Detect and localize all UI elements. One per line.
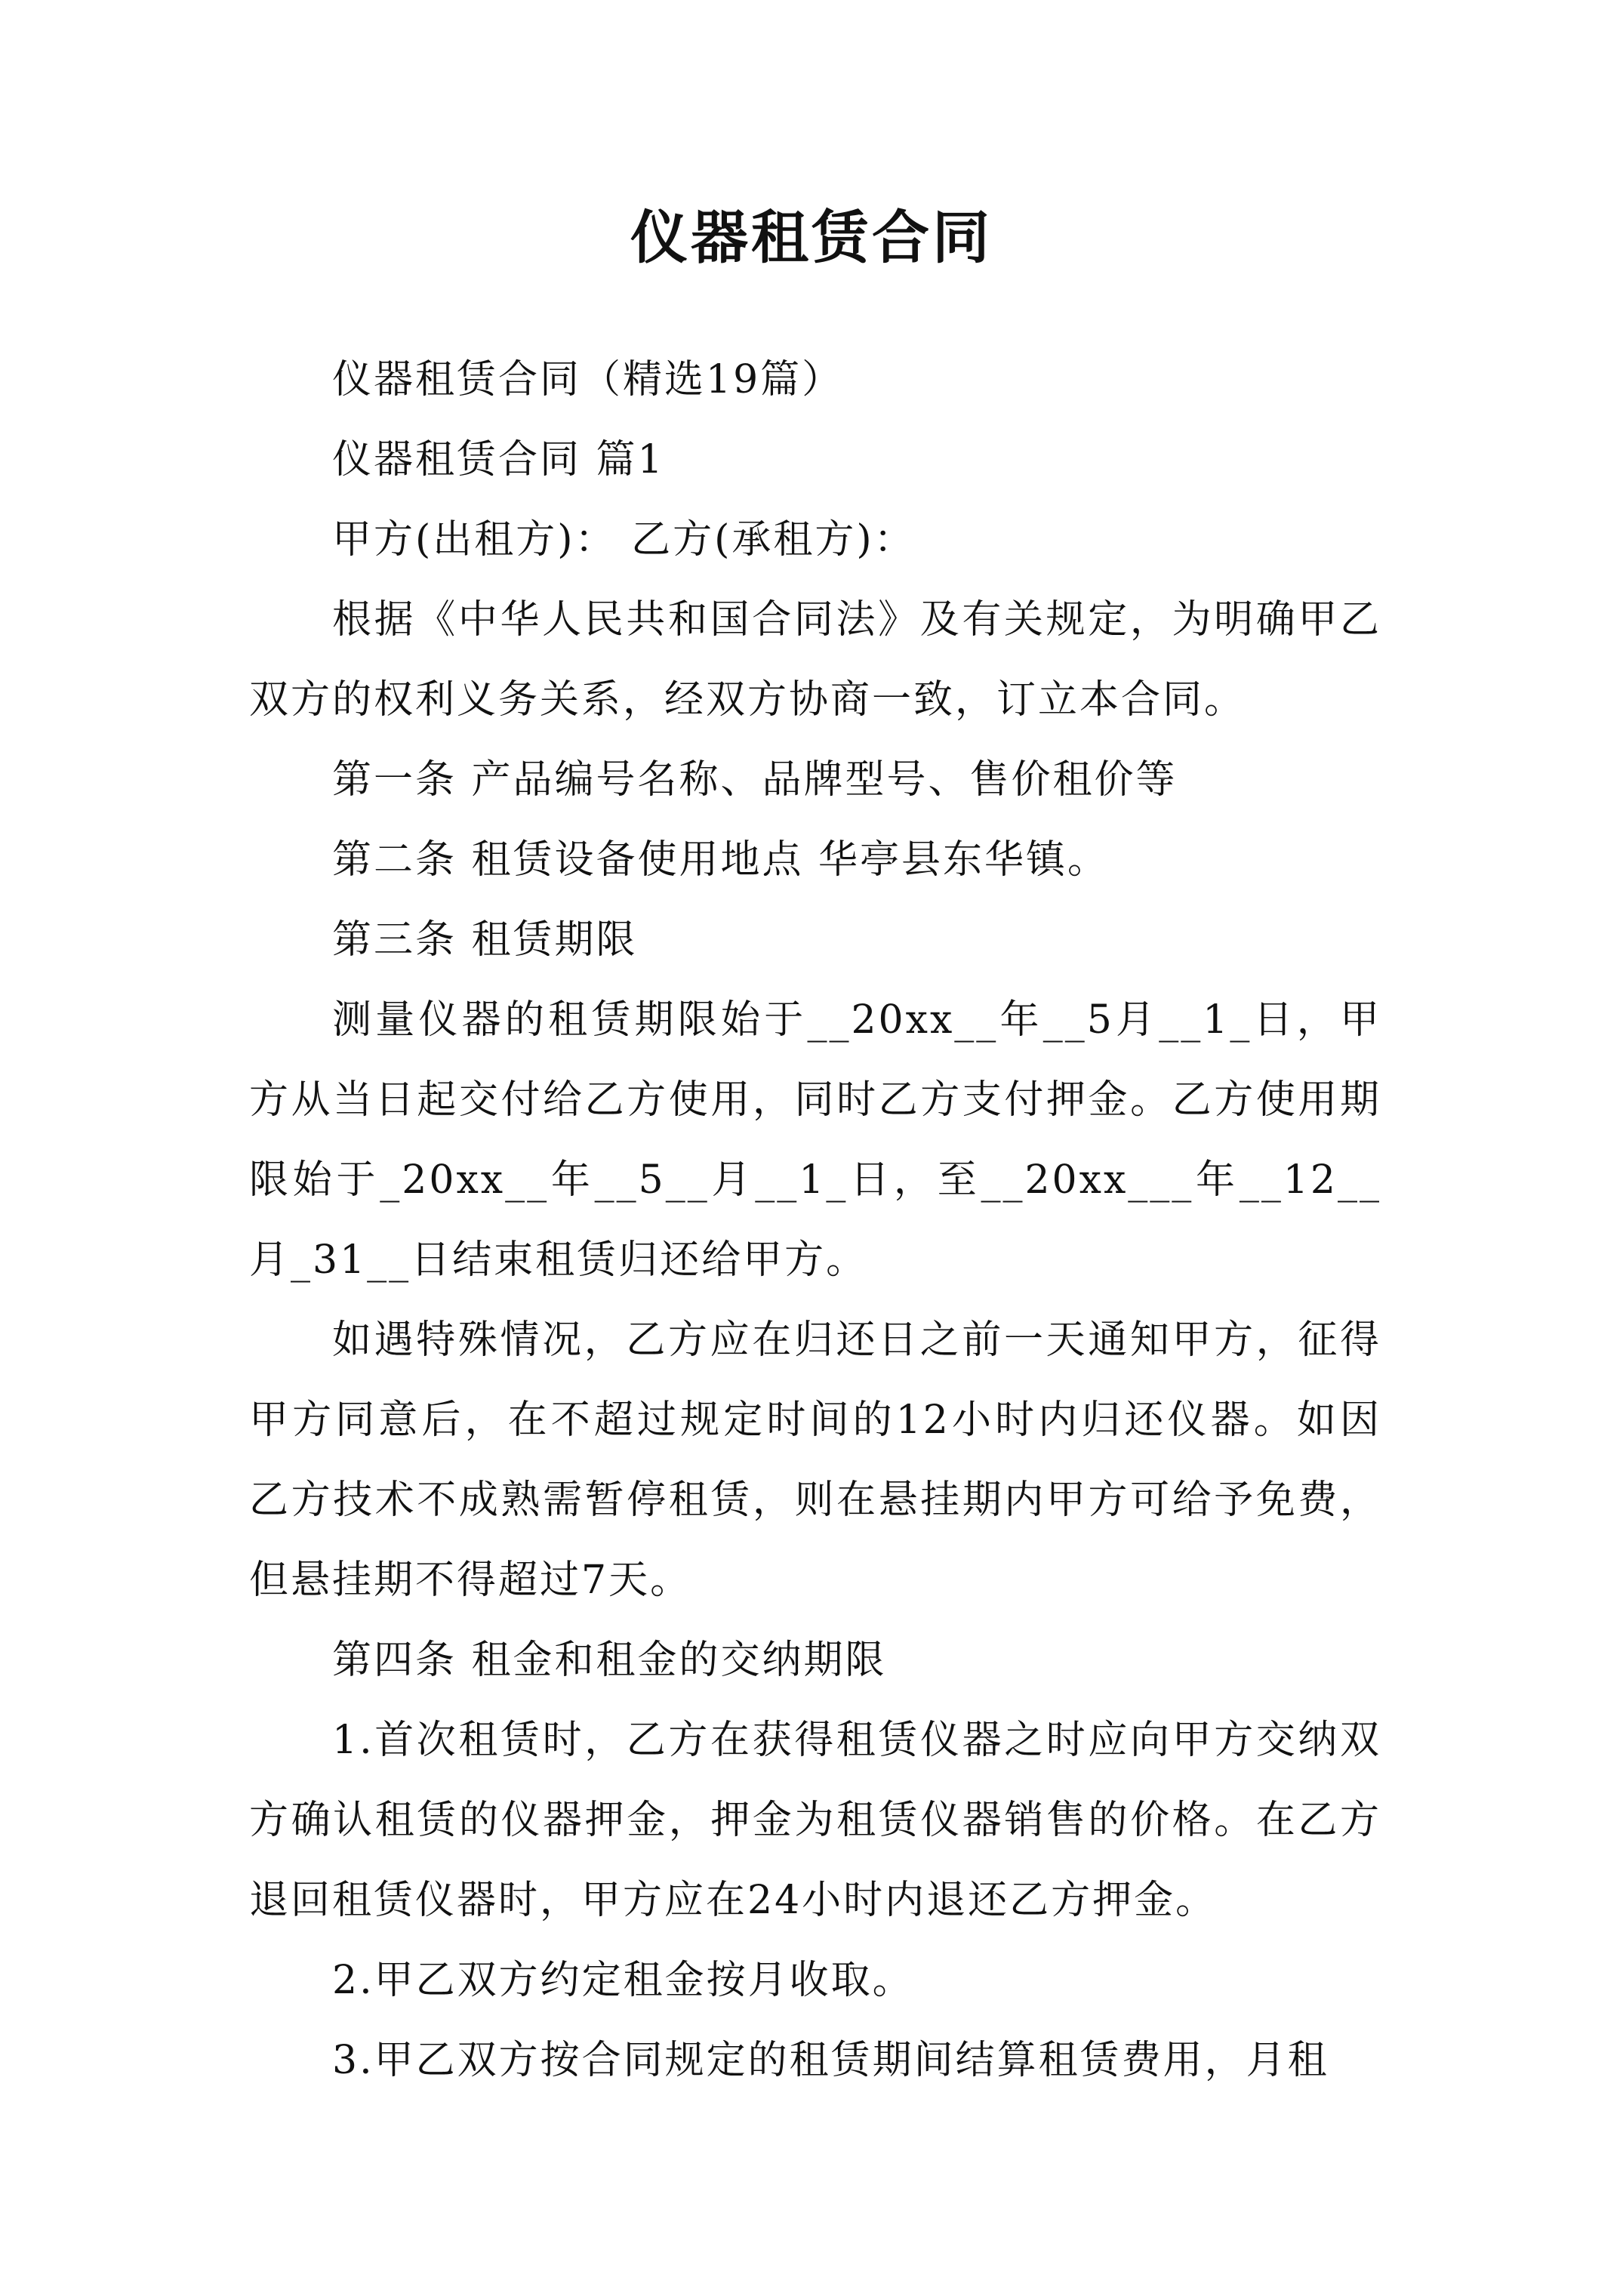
- paragraph: 仪器租赁合同（精选19篇）: [332, 357, 844, 402]
- paragraph: 第四条 租金和租金的交纳期限: [332, 1638, 887, 1683]
- paragraph: 甲方(出租方)： 乙方(承租方)：: [332, 517, 916, 562]
- paragraph: 第三条 租赁期限: [332, 917, 638, 963]
- paragraph: 如遇特殊情况，乙方应在归还日之前一天通知甲方，征得甲方同意后，在不超过规定时间的12小时内归还仪器。如因乙方技术不成熟需暂停租赁，则在悬挂期内甲方可给予免费，但悬挂期不得超过7天。: [249, 1318, 1381, 1603]
- paragraph: 1.首次租赁时，乙方在获得租赁仪器之时应向甲方交纳双方确认租赁的仪器押金，押金为租赁仪器销售的价格。在乙方退回租赁仪器时，甲方应在24小时内退还乙方押金。: [249, 1718, 1381, 1923]
- paragraph: 根据《中华人民共和国合同法》及有关规定，为明确甲乙双方的权利义务关系，经双方协商一致，订立本合同。: [249, 597, 1381, 723]
- paragraph: 第二条 租赁设备使用地点 华亭县东华镇。: [332, 837, 1110, 883]
- paragraph: 仪器租赁合同 篇1: [332, 437, 665, 482]
- paragraph: 测量仪器的租赁期限始于__20xx__年__5月__1_日，甲方从当日起交付给乙方使用，同时乙方支付押金。乙方使用期限始于_20xx__年__5__月__1_日，至__20xx___年__12__月_31__日结束租赁归还给甲方。: [249, 997, 1381, 1283]
- paragraph: 2.甲乙双方约定租金按月收取。: [332, 1958, 914, 2003]
- document-body: [249, 340, 1381, 2100]
- paragraph: 3.甲乙双方按合同规定的租赁期间结算租赁费用，月租: [332, 2038, 1329, 2083]
- document-title: 仪器租赁合同: [630, 204, 993, 271]
- paragraph: 第一条 产品编号名称、品牌型号、售价租价等: [332, 757, 1178, 803]
